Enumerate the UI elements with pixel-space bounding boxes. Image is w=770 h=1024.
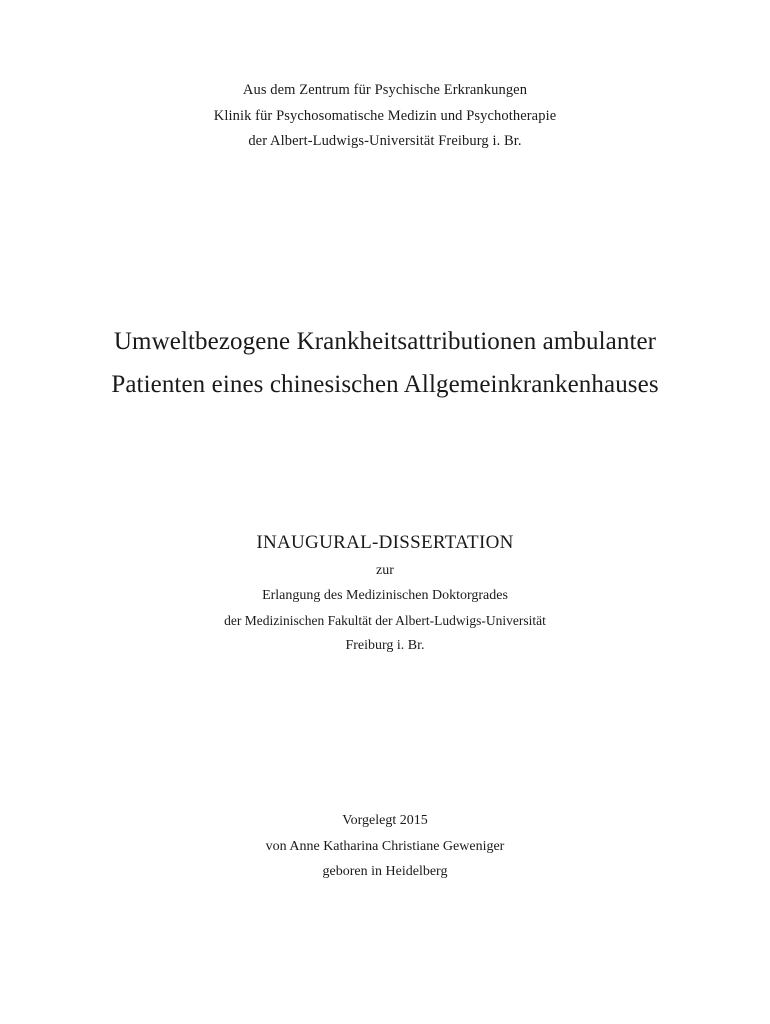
dissertation-preposition: zur bbox=[376, 563, 394, 578]
author-birthplace: geboren in Heidelberg bbox=[322, 864, 448, 879]
title-line-1: Umweltbezogene Krankheitsattributionen ambulanter bbox=[113, 328, 657, 355]
page-title bbox=[0, 320, 770, 406]
affiliation-line-1: Aus dem Zentrum für Psychische Erkrankungen bbox=[242, 82, 528, 98]
affiliation-block bbox=[0, 78, 770, 155]
footer-block bbox=[0, 808, 770, 885]
title-line-2: Patienten eines chinesischen Allgemeinkrankenhauses bbox=[111, 371, 659, 398]
dissertation-faculty: der Medizinischen Fakultät der Albert-Ludwigs-Universität bbox=[224, 613, 546, 628]
dissertation-place: Freiburg i. Br. bbox=[345, 638, 425, 653]
dissertation-heading: INAUGURAL-DISSERTATION bbox=[256, 532, 514, 553]
dissertation-purpose: Erlangung des Medizinischen Doktorgrades bbox=[262, 588, 508, 603]
affiliation-line-3: der Albert-Ludwigs-Universität Freiburg i. Br. bbox=[248, 133, 522, 149]
submission-year: Vorgelegt 2015 bbox=[342, 813, 428, 828]
affiliation-line-2: Klinik für Psychosomatische Medizin und Psychotherapie bbox=[213, 107, 557, 124]
author-name: von Anne Katharina Christiane Geweniger bbox=[265, 838, 505, 854]
dissertation-block bbox=[0, 528, 770, 658]
